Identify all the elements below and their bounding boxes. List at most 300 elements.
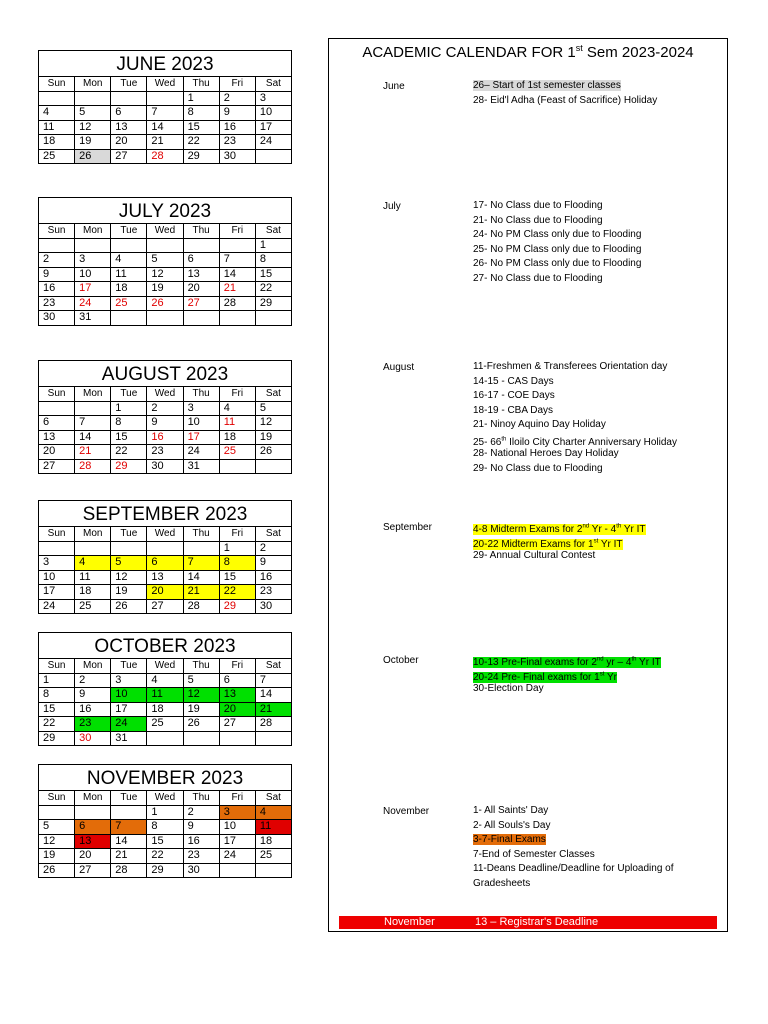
day-cell: 9 <box>219 106 255 121</box>
day-cell: 11 <box>219 416 255 431</box>
week-row <box>39 599 292 614</box>
day-cell: 29 <box>255 296 291 311</box>
weekday-header: Wed <box>147 659 183 674</box>
day-cell <box>219 863 255 878</box>
day-cell: 3 <box>75 253 111 268</box>
day-cell: 20 <box>111 135 147 150</box>
day-cell <box>183 541 219 556</box>
day-cell: 14 <box>183 570 219 585</box>
day-cell <box>111 541 147 556</box>
day-cell <box>255 731 291 746</box>
day-cell: 8 <box>39 688 75 703</box>
day-cell <box>111 311 147 326</box>
day-cell <box>111 238 147 253</box>
day-cell <box>255 311 291 326</box>
day-cell: 30 <box>255 599 291 614</box>
day-cell: 28 <box>255 717 291 732</box>
month-grid <box>38 790 292 878</box>
day-cell: 10 <box>111 688 147 703</box>
week-row <box>39 416 292 431</box>
week-row <box>39 459 292 474</box>
day-cell: 24 <box>111 717 147 732</box>
day-cell <box>219 459 255 474</box>
day-cell: 24 <box>39 599 75 614</box>
day-cell: 24 <box>219 849 255 864</box>
day-cell: 19 <box>255 430 291 445</box>
day-cell <box>39 401 75 416</box>
day-cell: 8 <box>147 820 183 835</box>
day-cell: 14 <box>75 430 111 445</box>
event-item: 4-8 Midterm Exams for 2nd Yr - 4th Yr IT <box>473 524 646 536</box>
week-row <box>39 135 292 150</box>
academic-calendar-title: ACADEMIC CALENDAR FOR 1st Sem 2023-2024 <box>362 43 694 61</box>
event-item: 11-Freshmen & Transferees Orientation day <box>473 361 668 372</box>
week-row <box>39 311 292 326</box>
month-title: OCTOBER 2023 <box>38 632 292 658</box>
day-cell: 15 <box>183 120 219 135</box>
day-cell: 9 <box>147 416 183 431</box>
day-cell: 6 <box>111 106 147 121</box>
day-cell <box>39 541 75 556</box>
weekday-header: Sun <box>39 387 75 402</box>
week-row <box>39 541 292 556</box>
day-cell <box>219 731 255 746</box>
registrar-deadline-banner <box>339 916 717 929</box>
section-events <box>473 79 657 108</box>
week-row <box>39 673 292 688</box>
weekday-header: Mon <box>75 659 111 674</box>
day-cell: 2 <box>219 91 255 106</box>
day-cell: 6 <box>75 820 111 835</box>
weekday-header: Sat <box>255 77 291 92</box>
section-events <box>473 520 646 564</box>
week-row <box>39 106 292 121</box>
day-cell: 5 <box>75 106 111 121</box>
day-cell: 20 <box>75 849 111 864</box>
day-cell: 19 <box>111 585 147 600</box>
day-cell: 15 <box>39 702 75 717</box>
day-cell: 13 <box>39 430 75 445</box>
day-cell: 29 <box>147 863 183 878</box>
day-cell: 23 <box>147 445 183 460</box>
week-row <box>39 238 292 253</box>
day-cell <box>75 805 111 820</box>
day-cell: 13 <box>75 834 111 849</box>
day-cell: 20 <box>147 585 183 600</box>
day-cell: 3 <box>219 805 255 820</box>
weekday-header: Wed <box>147 527 183 542</box>
day-cell <box>255 459 291 474</box>
month-grid <box>38 526 292 614</box>
weekday-header: Tue <box>111 387 147 402</box>
weekday-header: Fri <box>219 791 255 806</box>
day-cell: 30 <box>219 149 255 164</box>
event-item: 1- All Saints' Day <box>473 805 549 816</box>
weekday-header: Tue <box>111 527 147 542</box>
day-cell: 2 <box>255 541 291 556</box>
event-item: 28- National Heroes Day Holiday <box>473 448 619 459</box>
day-cell: 26 <box>183 717 219 732</box>
event-item: 10-13 Pre-Final exams for 2nd yr – 4th Yr IT <box>473 657 661 669</box>
day-cell <box>183 238 219 253</box>
weekday-header: Tue <box>111 659 147 674</box>
day-cell: 18 <box>39 135 75 150</box>
event-item: Gradesheets <box>473 877 531 889</box>
weekday-header: Fri <box>219 387 255 402</box>
weekday-header: Sun <box>39 659 75 674</box>
event-item: 20-22 Midterm Exams for 1st Yr IT <box>473 538 623 550</box>
day-cell: 4 <box>75 556 111 571</box>
day-cell: 12 <box>147 267 183 282</box>
event-item: 29- No Class due to Flooding <box>473 462 603 474</box>
day-cell: 17 <box>183 430 219 445</box>
day-cell: 28 <box>75 459 111 474</box>
section-month: October <box>383 655 419 666</box>
event-item: 3-7-Final Exams <box>473 834 546 845</box>
day-cell: 30 <box>147 459 183 474</box>
day-cell <box>75 238 111 253</box>
day-cell: 11 <box>255 820 291 835</box>
day-cell: 5 <box>183 673 219 688</box>
event-item: 11-Deans Deadline/Deadline for Uploading of <box>473 863 674 874</box>
day-cell: 19 <box>183 702 219 717</box>
day-cell: 9 <box>183 820 219 835</box>
week-row <box>39 445 292 460</box>
day-cell <box>219 311 255 326</box>
month-calendar <box>38 360 292 474</box>
day-cell: 30 <box>39 311 75 326</box>
day-cell: 10 <box>75 267 111 282</box>
event-item: 7-End of Semester Classes <box>473 848 595 860</box>
day-cell: 4 <box>147 673 183 688</box>
day-cell: 22 <box>111 445 147 460</box>
day-cell: 21 <box>219 282 255 297</box>
event-item: 26- No PM Class only due to Flooding <box>473 258 642 269</box>
day-cell: 3 <box>39 556 75 571</box>
event-item: 21- No Class due to Flooding <box>473 214 603 226</box>
week-row <box>39 282 292 297</box>
event-item: 26– Start of 1st semester classes <box>473 80 621 91</box>
week-row <box>39 401 292 416</box>
day-cell: 9 <box>75 688 111 703</box>
day-cell: 26 <box>75 149 111 164</box>
week-row <box>39 91 292 106</box>
day-cell <box>147 541 183 556</box>
month-calendar <box>38 764 292 878</box>
day-cell: 22 <box>147 849 183 864</box>
day-cell: 21 <box>75 445 111 460</box>
week-row <box>39 149 292 164</box>
weekday-header: Sun <box>39 224 75 239</box>
day-cell <box>75 91 111 106</box>
day-cell: 15 <box>255 267 291 282</box>
week-row <box>39 267 292 282</box>
weekday-header: Thu <box>183 791 219 806</box>
week-row <box>39 688 292 703</box>
weekday-header: Sat <box>255 791 291 806</box>
day-cell: 16 <box>255 570 291 585</box>
month-calendar <box>38 50 292 164</box>
day-cell: 8 <box>183 106 219 121</box>
weekday-header: Sat <box>255 659 291 674</box>
weekday-header: Sat <box>255 527 291 542</box>
day-cell: 27 <box>147 599 183 614</box>
day-cell <box>111 805 147 820</box>
day-cell: 16 <box>39 282 75 297</box>
day-cell: 14 <box>219 267 255 282</box>
weekday-header: Fri <box>219 224 255 239</box>
day-cell: 1 <box>111 401 147 416</box>
day-cell: 8 <box>219 556 255 571</box>
day-cell: 11 <box>39 120 75 135</box>
day-cell: 7 <box>183 556 219 571</box>
day-cell: 17 <box>111 702 147 717</box>
day-cell: 2 <box>75 673 111 688</box>
week-row <box>39 849 292 864</box>
day-cell: 19 <box>39 849 75 864</box>
day-cell: 17 <box>39 585 75 600</box>
day-cell: 19 <box>75 135 111 150</box>
event-item: 2- All Souls's Day <box>473 819 551 831</box>
month-grid <box>38 386 292 474</box>
day-cell: 10 <box>39 570 75 585</box>
day-cell: 2 <box>183 805 219 820</box>
week-row <box>39 805 292 820</box>
day-cell: 1 <box>183 91 219 106</box>
deadline-text: 13 – Registrar's Deadline <box>475 916 599 928</box>
day-cell: 29 <box>39 731 75 746</box>
day-cell: 5 <box>147 253 183 268</box>
day-cell: 27 <box>75 863 111 878</box>
day-cell: 23 <box>255 585 291 600</box>
day-cell: 2 <box>147 401 183 416</box>
weekday-header: Sun <box>39 77 75 92</box>
academic-calendar-panel <box>328 38 728 932</box>
weekday-header: Fri <box>219 659 255 674</box>
day-cell <box>183 731 219 746</box>
day-cell: 7 <box>255 673 291 688</box>
event-item: 25- No PM Class only due to Flooding <box>473 243 642 255</box>
day-cell: 6 <box>147 556 183 571</box>
day-cell: 21 <box>111 849 147 864</box>
day-cell: 28 <box>111 863 147 878</box>
weekday-header: Wed <box>147 224 183 239</box>
week-row <box>39 717 292 732</box>
day-cell: 31 <box>111 731 147 746</box>
week-row <box>39 556 292 571</box>
day-cell: 18 <box>255 834 291 849</box>
event-item: 30-Election Day <box>473 683 544 694</box>
weekday-header: Thu <box>183 224 219 239</box>
week-row <box>39 570 292 585</box>
day-cell: 1 <box>39 673 75 688</box>
day-cell: 20 <box>183 282 219 297</box>
day-cell <box>219 238 255 253</box>
day-cell: 31 <box>75 311 111 326</box>
week-row <box>39 430 292 445</box>
day-cell: 1 <box>147 805 183 820</box>
day-cell <box>147 238 183 253</box>
day-cell <box>255 863 291 878</box>
day-cell: 11 <box>111 267 147 282</box>
event-item: 24- No PM Class only due to Flooding <box>473 229 642 240</box>
weekday-header: Mon <box>75 791 111 806</box>
month-calendar <box>38 197 292 326</box>
day-cell: 28 <box>147 149 183 164</box>
event-item: 27- No Class due to Flooding <box>473 272 603 284</box>
day-cell: 13 <box>219 688 255 703</box>
weekday-header: Thu <box>183 659 219 674</box>
section-month: September <box>383 522 432 533</box>
day-cell: 2 <box>39 253 75 268</box>
week-row <box>39 585 292 600</box>
day-cell: 27 <box>219 717 255 732</box>
day-cell: 12 <box>183 688 219 703</box>
week-row <box>39 863 292 878</box>
day-cell: 30 <box>183 863 219 878</box>
day-cell: 22 <box>183 135 219 150</box>
day-cell: 25 <box>39 149 75 164</box>
day-cell: 26 <box>255 445 291 460</box>
day-cell: 11 <box>75 570 111 585</box>
day-cell: 21 <box>255 702 291 717</box>
weekday-header: Tue <box>111 224 147 239</box>
day-cell: 27 <box>39 459 75 474</box>
weekday-header: Sat <box>255 224 291 239</box>
day-cell: 30 <box>75 731 111 746</box>
day-cell: 26 <box>147 296 183 311</box>
event-item: 18-19 - CBA Days <box>473 404 554 416</box>
day-cell: 24 <box>183 445 219 460</box>
day-cell: 23 <box>183 849 219 864</box>
day-cell: 4 <box>255 805 291 820</box>
month-title: AUGUST 2023 <box>38 360 292 386</box>
month-grid <box>38 223 292 326</box>
day-cell: 4 <box>111 253 147 268</box>
week-row <box>39 702 292 717</box>
weekday-header: Mon <box>75 527 111 542</box>
day-cell: 5 <box>39 820 75 835</box>
day-cell: 8 <box>111 416 147 431</box>
event-item: 20-24 Pre- Final exams for 1st Yr <box>473 671 617 683</box>
day-cell: 22 <box>219 585 255 600</box>
day-cell: 18 <box>147 702 183 717</box>
day-cell <box>39 805 75 820</box>
week-row <box>39 820 292 835</box>
day-cell: 28 <box>183 599 219 614</box>
day-cell: 18 <box>219 430 255 445</box>
weekday-header: Tue <box>111 77 147 92</box>
day-cell: 7 <box>111 820 147 835</box>
weekday-header: Fri <box>219 527 255 542</box>
day-cell: 5 <box>111 556 147 571</box>
weekday-header: Wed <box>147 387 183 402</box>
day-cell: 16 <box>183 834 219 849</box>
weekday-header: Thu <box>183 77 219 92</box>
day-cell: 16 <box>219 120 255 135</box>
day-cell: 14 <box>255 688 291 703</box>
day-cell <box>39 238 75 253</box>
week-row <box>39 834 292 849</box>
event-item: 21- Ninoy Aquino Day Holiday <box>473 419 606 430</box>
day-cell: 3 <box>183 401 219 416</box>
section-month: August <box>383 362 415 373</box>
day-cell: 10 <box>219 820 255 835</box>
day-cell: 9 <box>39 267 75 282</box>
day-cell: 15 <box>219 570 255 585</box>
event-item: 29- Annual Cultural Contest <box>473 550 596 561</box>
day-cell: 23 <box>219 135 255 150</box>
day-cell <box>39 91 75 106</box>
section-month: July <box>383 201 401 212</box>
day-cell: 13 <box>147 570 183 585</box>
day-cell <box>75 541 111 556</box>
day-cell: 4 <box>219 401 255 416</box>
day-cell <box>147 731 183 746</box>
day-cell: 13 <box>183 267 219 282</box>
day-cell: 31 <box>183 459 219 474</box>
day-cell: 25 <box>255 849 291 864</box>
day-cell: 3 <box>111 673 147 688</box>
day-cell: 6 <box>219 673 255 688</box>
day-cell: 12 <box>111 570 147 585</box>
day-cell: 21 <box>147 135 183 150</box>
day-cell: 26 <box>111 599 147 614</box>
day-cell: 14 <box>147 120 183 135</box>
day-cell: 25 <box>75 599 111 614</box>
month-title: JUNE 2023 <box>38 50 292 76</box>
day-cell: 18 <box>111 282 147 297</box>
day-cell: 28 <box>219 296 255 311</box>
day-cell: 25 <box>219 445 255 460</box>
weekday-header: Sun <box>39 791 75 806</box>
day-cell: 7 <box>75 416 111 431</box>
day-cell: 3 <box>255 91 291 106</box>
day-cell: 19 <box>147 282 183 297</box>
day-cell: 21 <box>183 585 219 600</box>
event-item: 17- No Class due to Flooding <box>473 200 603 211</box>
day-cell: 6 <box>39 416 75 431</box>
month-title: SEPTEMBER 2023 <box>38 500 292 526</box>
day-cell: 29 <box>111 459 147 474</box>
weekday-header: Mon <box>75 224 111 239</box>
day-cell: 12 <box>39 834 75 849</box>
day-cell: 20 <box>39 445 75 460</box>
week-row <box>39 120 292 135</box>
week-row <box>39 731 292 746</box>
weekday-header: Mon <box>75 77 111 92</box>
month-title: JULY 2023 <box>38 197 292 223</box>
day-cell: 23 <box>75 717 111 732</box>
month-title: NOVEMBER 2023 <box>38 764 292 790</box>
section-events <box>473 199 641 286</box>
weekday-header: Wed <box>147 791 183 806</box>
day-cell: 11 <box>147 688 183 703</box>
day-cell: 24 <box>75 296 111 311</box>
day-cell: 1 <box>219 541 255 556</box>
weekday-header: Sun <box>39 527 75 542</box>
day-cell: 25 <box>111 296 147 311</box>
day-cell: 15 <box>147 834 183 849</box>
day-cell: 7 <box>147 106 183 121</box>
section-month: June <box>383 81 405 92</box>
weekday-header: Fri <box>219 77 255 92</box>
day-cell: 27 <box>183 296 219 311</box>
day-cell: 12 <box>255 416 291 431</box>
section-month: November <box>383 806 430 817</box>
weekday-header: Thu <box>183 527 219 542</box>
day-cell: 8 <box>255 253 291 268</box>
